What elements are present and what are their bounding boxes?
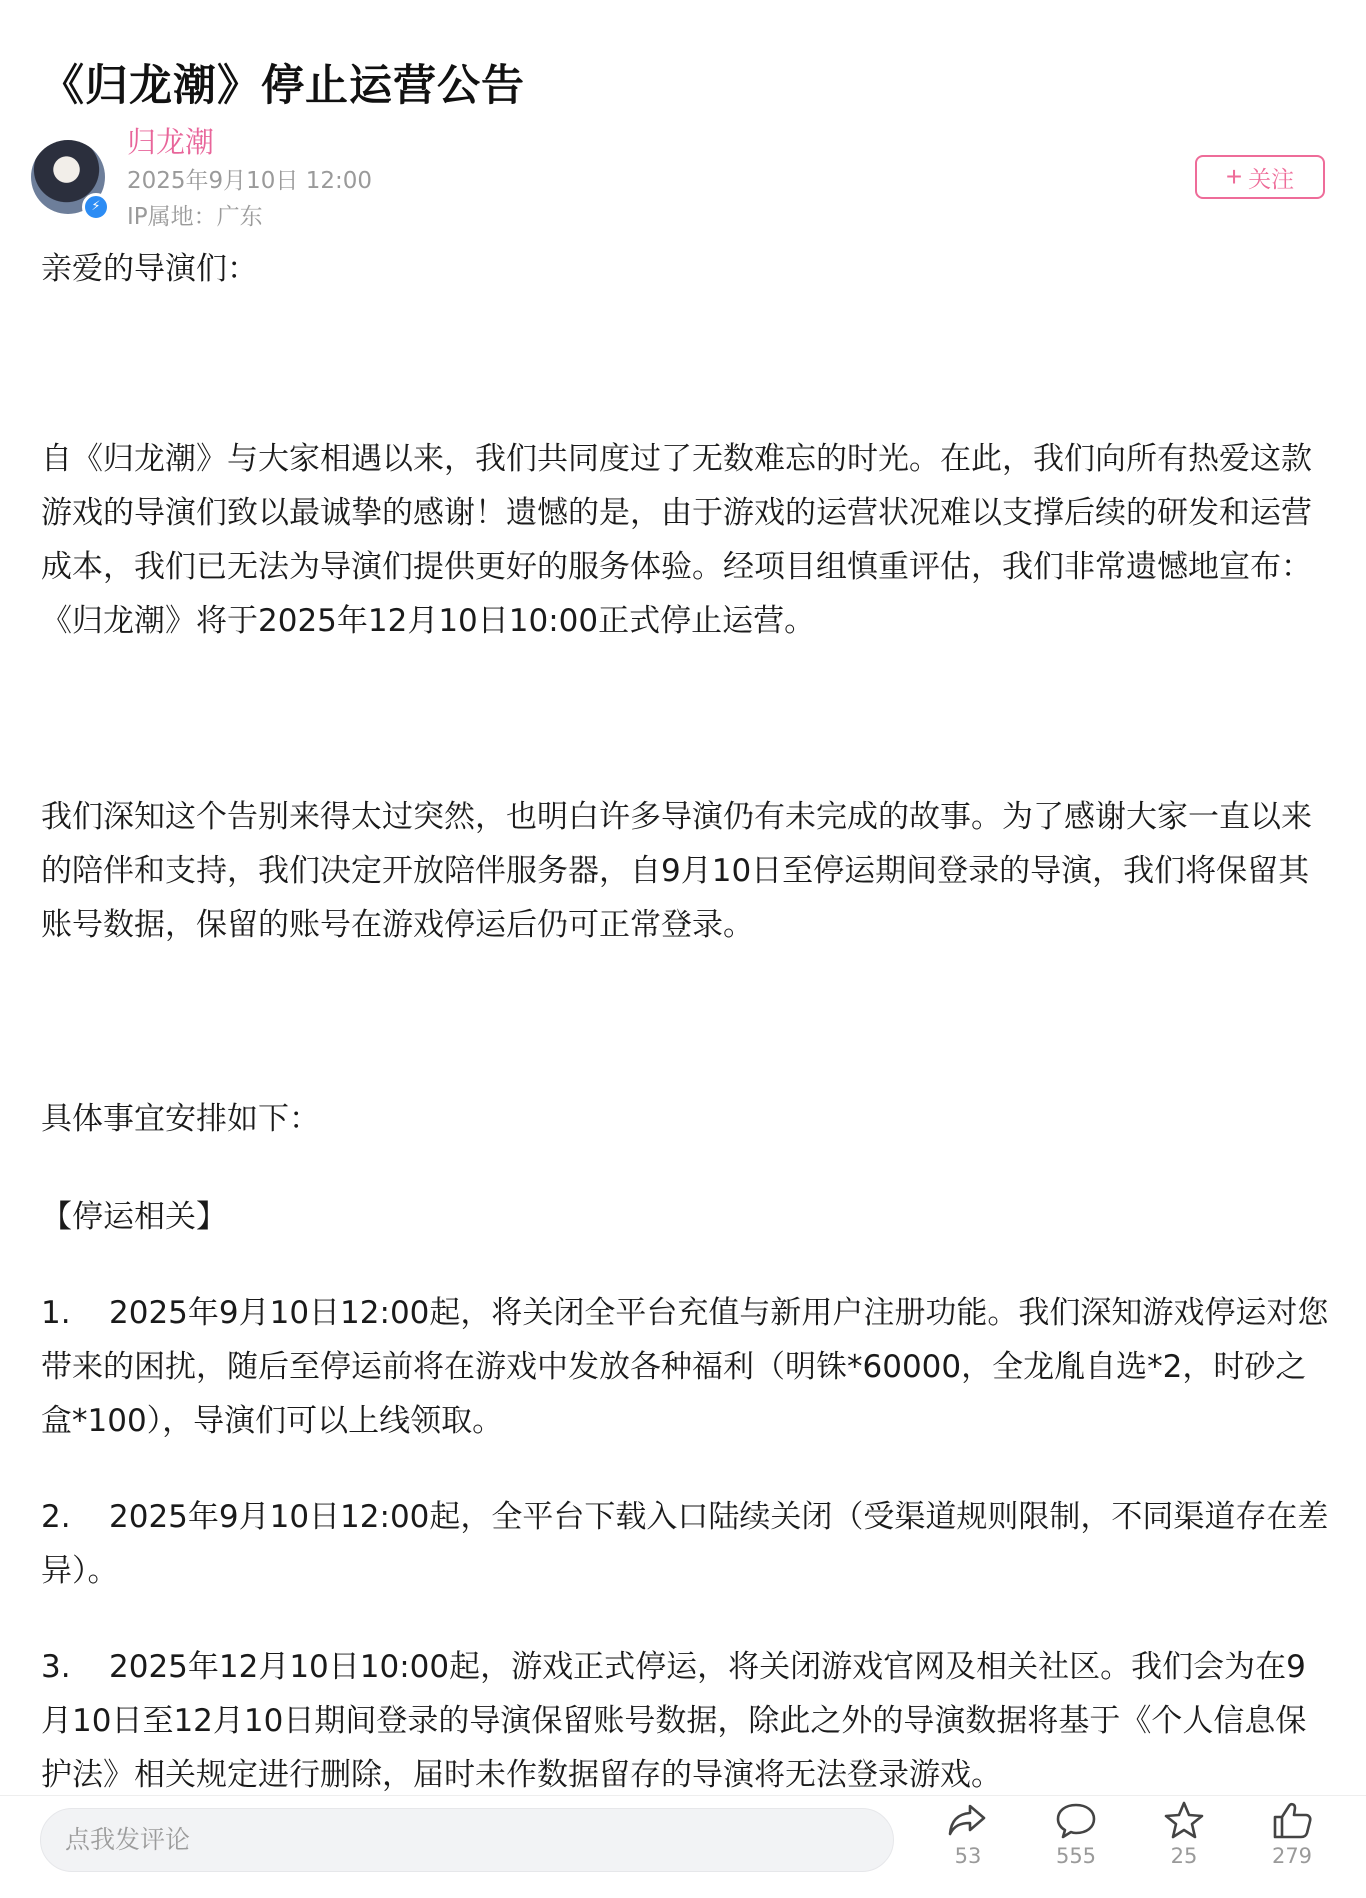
favorite-count: 25 — [1170, 1844, 1198, 1868]
share-icon — [946, 1800, 990, 1840]
section-heading: 【停运相关】 — [41, 1199, 227, 1235]
list-item-number: 1. — [41, 1295, 71, 1331]
plus-icon: + — [1225, 161, 1243, 192]
comment-icon — [1054, 1800, 1098, 1840]
star-icon — [1162, 1800, 1206, 1840]
list-item — [41, 1286, 1331, 1448]
share-count: 53 — [954, 1844, 982, 1868]
follow-label: 关注 — [1248, 165, 1295, 192]
comment-button[interactable] — [1031, 1800, 1121, 1868]
paragraph-thanks: 我们深知这个告别来得太过突然，也明白许多导演仍有未完成的故事。为了感谢大家一直以来的陪伴和支持，我们决定开放陪伴服务器，自9月10日至停运期间登录的导演，我们将保留其账号数据，保留的账号在游戏停运后仍可正常登录。 — [41, 799, 1312, 943]
like-button[interactable] — [1247, 1800, 1337, 1868]
like-count: 279 — [1271, 1844, 1313, 1868]
paragraph-arrangements: 具体事宜安排如下： — [41, 1101, 320, 1137]
list-item-text: 2025年9月10日12:00起，全平台下载入口陆续关闭（受渠道规则限制，不同渠道存在差异）。 — [41, 1499, 1329, 1589]
list-item-text: 2025年9月10日12:00起，将关闭全平台充值与新用户注册功能。我们深知游戏停运对您带来的困扰，随后至停运前将在游戏中发放各种福利（明铢*60000，全龙胤自选*2，时砂之盒*100），导演们可以上线领取。 — [41, 1295, 1329, 1439]
ip-location: IP属地：广东 — [127, 204, 263, 230]
share-button[interactable] — [923, 1800, 1013, 1868]
list-item-number: 2. — [41, 1499, 71, 1535]
thumbs-up-icon — [1270, 1800, 1314, 1840]
verified-badge-icon: ⚡ — [82, 193, 110, 221]
list-item — [41, 1640, 1331, 1802]
comment-count: 555 — [1055, 1844, 1097, 1868]
paragraph-intro: 自《归龙潮》与大家相遇以来，我们共同度过了无数难忘的时光。在此，我们向所有热爱这款游戏的导演们致以最诚挚的感谢！遗憾的是，由于游戏的运营状况难以支撑后续的研发和运营成本，我们已无法为导演们提供更好的服务体验。经项目组慎重评估，我们非常遗憾地宣布：《归龙潮》将于2025年12月10日10:00正式停止运营。 — [41, 441, 1312, 639]
follow-button[interactable] — [1195, 155, 1325, 199]
favorite-button[interactable] — [1139, 1800, 1229, 1868]
list-item-text: 2025年12月10日10:00起，游戏正式停运，将关闭游戏官网及相关社区。我们会为在9月10日至12月10日期间登录的导演保留账号数据，除此之外的导演数据将基于《个人信息保护法》相关规定进行删除，届时未作数据留存的导演将无法登录游戏。 — [41, 1649, 1307, 1793]
list-item — [41, 1490, 1331, 1598]
author-name[interactable]: 归龙潮 — [127, 125, 215, 159]
list-item-number: 3. — [41, 1649, 71, 1685]
comment-input[interactable]: 点我发评论 — [40, 1808, 894, 1872]
article-title: 《归龙潮》停止运营公告 — [41, 61, 525, 111]
greeting: 亲爱的导演们： — [41, 251, 258, 287]
post-date: 2025年9月10日 12:00 — [127, 168, 373, 194]
